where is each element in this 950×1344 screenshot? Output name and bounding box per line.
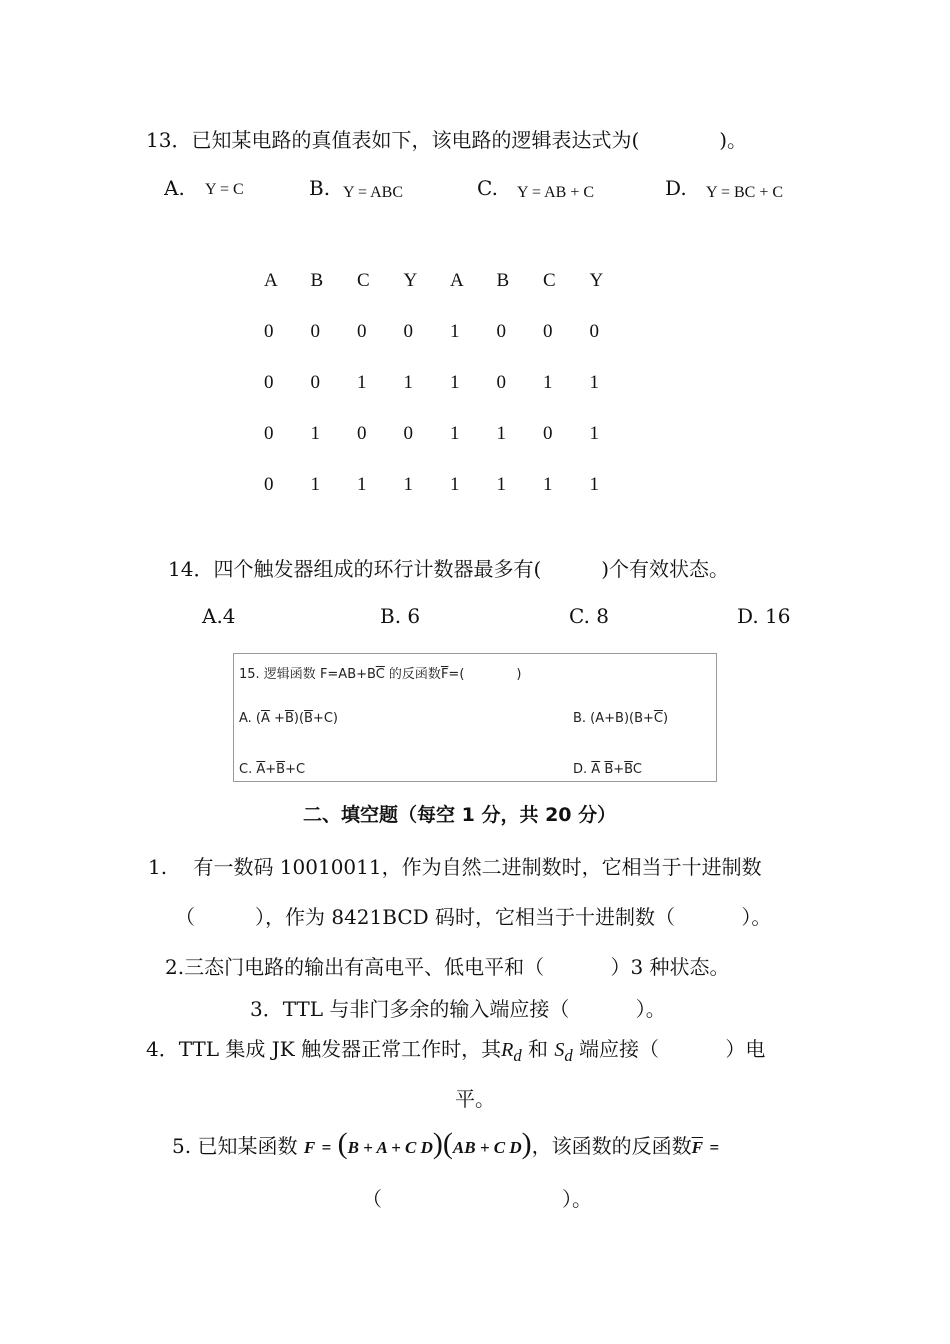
q15-stem-cbar: $\overline{C}$ <box>375 667 385 682</box>
q14-option-c: C. 8 <box>569 604 610 628</box>
fill-q4-prefix: 4．TTL 集成 JK 触发器正常工作时，其 <box>146 1037 502 1061</box>
fill-q4-and: 和 <box>528 1037 548 1061</box>
table-cell: 0 <box>543 423 553 444</box>
table-cell: 1 <box>310 423 320 444</box>
q15-box <box>233 653 717 782</box>
truth-table-header <box>258 270 630 321</box>
table-cell: 0 <box>403 423 413 444</box>
fill-q5-term1: B + A + C D <box>347 1138 433 1157</box>
q15-a-mid2: )( <box>293 711 305 726</box>
fill-q4-suffix: 端应接（ ）电 <box>579 1037 766 1061</box>
q15-stem-fbar: $\overline{F}$ <box>440 667 449 682</box>
q15-c-suffix: +C <box>285 762 306 777</box>
q13-option-d-expr: Y = BC + C <box>706 184 784 201</box>
fill-q4-line1 <box>146 1033 765 1066</box>
q15-option-b <box>573 711 668 726</box>
table-cell: 1 <box>543 372 553 393</box>
q13-option-a-letter: A. <box>164 176 185 200</box>
truth-table <box>258 270 630 525</box>
table-cell: 0 <box>264 423 274 444</box>
q13-option-c-expr: Y = AB + C <box>517 184 595 201</box>
q13-stem: 13．已知某电路的真值表如下，该电路的逻辑表达式为( )。 <box>146 128 748 152</box>
q15-stem <box>239 663 521 682</box>
table-cell: 1 <box>403 474 413 495</box>
header-cell: A <box>264 270 278 291</box>
table-cell: 1 <box>496 474 506 495</box>
q13-option-c-letter: C. <box>477 176 498 200</box>
fill-q1-line2: （ ），作为 8421BCD 码时，它相当于十进制数（ ）。 <box>175 905 772 929</box>
q15-d-suffix: C <box>632 762 642 777</box>
header-cell: A <box>450 270 464 291</box>
fill-q5-line2: （ ）。 <box>362 1187 592 1211</box>
q13-option-a-expr: Y = C <box>205 181 244 198</box>
q15-a-bbar2: $\overline{B}$ <box>304 711 313 726</box>
q15-b-cbar: $\overline{C}$ <box>653 711 663 726</box>
fill-q5-mid: ，该函数的反函数 <box>531 1134 692 1158</box>
header-cell: C <box>357 270 370 291</box>
table-cell: 1 <box>310 474 320 495</box>
q15-stem-suffix: =( ) <box>448 667 522 682</box>
fill-q5-f: F <box>303 1138 316 1157</box>
header-cell: B <box>496 270 510 291</box>
fill-q3: 3．TTL 与非门多余的输入端应接（ ）。 <box>250 997 666 1021</box>
table-cell: 1 <box>403 372 413 393</box>
q15-a-mid: + <box>269 711 285 726</box>
header-cell: B <box>310 270 324 291</box>
sd-subscript: d <box>564 1046 573 1065</box>
fill-q5-term2: AB + C D <box>452 1138 522 1157</box>
fill-q5-prefix: 5. 已知某函数 <box>172 1134 298 1158</box>
q15-b-suffix: ) <box>663 711 669 726</box>
table-cell: 0 <box>496 321 506 342</box>
table-cell: 0 <box>403 321 413 342</box>
left-paren-2: ( <box>442 1127 453 1160</box>
header-cell: Y <box>403 270 418 291</box>
left-paren-1: ( <box>337 1127 348 1160</box>
fill-q4-line2: 平。 <box>455 1087 495 1111</box>
section-title: 二、填空题（每空 1 分，共 20 分） <box>303 804 617 826</box>
table-cell: 1 <box>589 474 599 495</box>
fill-q5-eq2: = <box>709 1138 720 1157</box>
table-cell: 1 <box>450 474 460 495</box>
table-cell: 1 <box>357 474 367 495</box>
table-row <box>258 321 630 372</box>
q15-c-bbar: $\overline{B}$ <box>276 762 286 777</box>
table-cell: 0 <box>589 321 599 342</box>
rd-symbol <box>501 1039 522 1065</box>
q15-b-prefix: B. (A+B)(B+ <box>573 711 654 726</box>
table-cell: 1 <box>496 423 506 444</box>
sd-letter: S <box>554 1039 565 1061</box>
header-cell: C <box>543 270 556 291</box>
q15-c-abar: $\overline{A}$ <box>256 762 266 777</box>
table-cell: 1 <box>450 372 460 393</box>
q15-a-suffix: +C) <box>312 711 338 726</box>
q13-option-b-letter: B. <box>309 176 331 200</box>
q15-option-d <box>573 762 642 777</box>
table-cell: 0 <box>310 372 320 393</box>
table-cell: 0 <box>264 474 274 495</box>
q15-a-bbar: $\overline{B}$ <box>284 711 294 726</box>
fill-q2: 2.三态门电路的输出有高电平、低电平和（ ）3 种状态。 <box>165 955 730 979</box>
q13-option-d-letter: D. <box>665 176 687 200</box>
q15-d-bbar2: $\overline{B}$ <box>624 762 633 777</box>
table-cell: 0 <box>496 372 506 393</box>
q13-option-b-expr: Y = ABC <box>343 184 403 201</box>
table-cell: 0 <box>264 372 274 393</box>
table-cell: 0 <box>264 321 274 342</box>
table-row <box>258 372 630 423</box>
q14-option-a: A.4 <box>202 604 236 628</box>
q15-stem-mid: 的反函数 <box>384 667 441 682</box>
q15-d-abar: $\overline{A}$ <box>591 762 601 777</box>
q15-d-bbar: $\overline{B}$ <box>604 762 614 777</box>
table-cell: 1 <box>450 423 460 444</box>
table-cell: 1 <box>357 372 367 393</box>
q15-c-plus: + <box>265 762 277 777</box>
table-cell: 0 <box>357 321 367 342</box>
table-cell: 0 <box>543 321 553 342</box>
table-cell: 0 <box>357 423 367 444</box>
rd-letter: R <box>501 1039 514 1061</box>
right-paren-2: ) <box>521 1127 532 1160</box>
right-paren-1: ) <box>432 1127 443 1160</box>
q14-option-b: B. 6 <box>380 604 421 628</box>
fill-q5-line1 <box>172 1127 719 1161</box>
q15-stem-prefix: 15. 逻辑函数 F=AB+B <box>239 667 376 682</box>
q15-c-prefix: C. <box>239 762 253 777</box>
q15-option-a <box>239 711 338 726</box>
fill-q1-line1: 1. 有一数码 10010011，作为自然二进制数时，它相当于十进制数 <box>148 855 762 879</box>
table-cell: 1 <box>589 423 599 444</box>
q15-a-prefix: A. ( <box>239 711 262 726</box>
table-cell: 1 <box>450 321 460 342</box>
q15-option-c <box>239 762 305 777</box>
table-cell: 1 <box>543 474 553 495</box>
q15-a-abar: $\overline{A}$ <box>261 711 270 726</box>
header-cell: Y <box>589 270 604 291</box>
table-row <box>258 423 630 474</box>
q15-d-prefix: D. <box>573 762 588 777</box>
q14-stem: 14．四个触发器组成的环行计数器最多有( )个有效状态。 <box>168 557 730 581</box>
fill-q5-fbar: $\overline{F}$ <box>691 1138 703 1157</box>
table-cell: 1 <box>589 372 599 393</box>
q15-d-plus: + <box>613 762 625 777</box>
rd-subscript: d <box>513 1046 522 1065</box>
table-cell: 0 <box>310 321 320 342</box>
table-row <box>258 474 630 525</box>
q14-option-d: D. 16 <box>737 604 791 628</box>
fill-q5-eq: = <box>321 1138 332 1157</box>
sd-symbol <box>554 1039 573 1065</box>
